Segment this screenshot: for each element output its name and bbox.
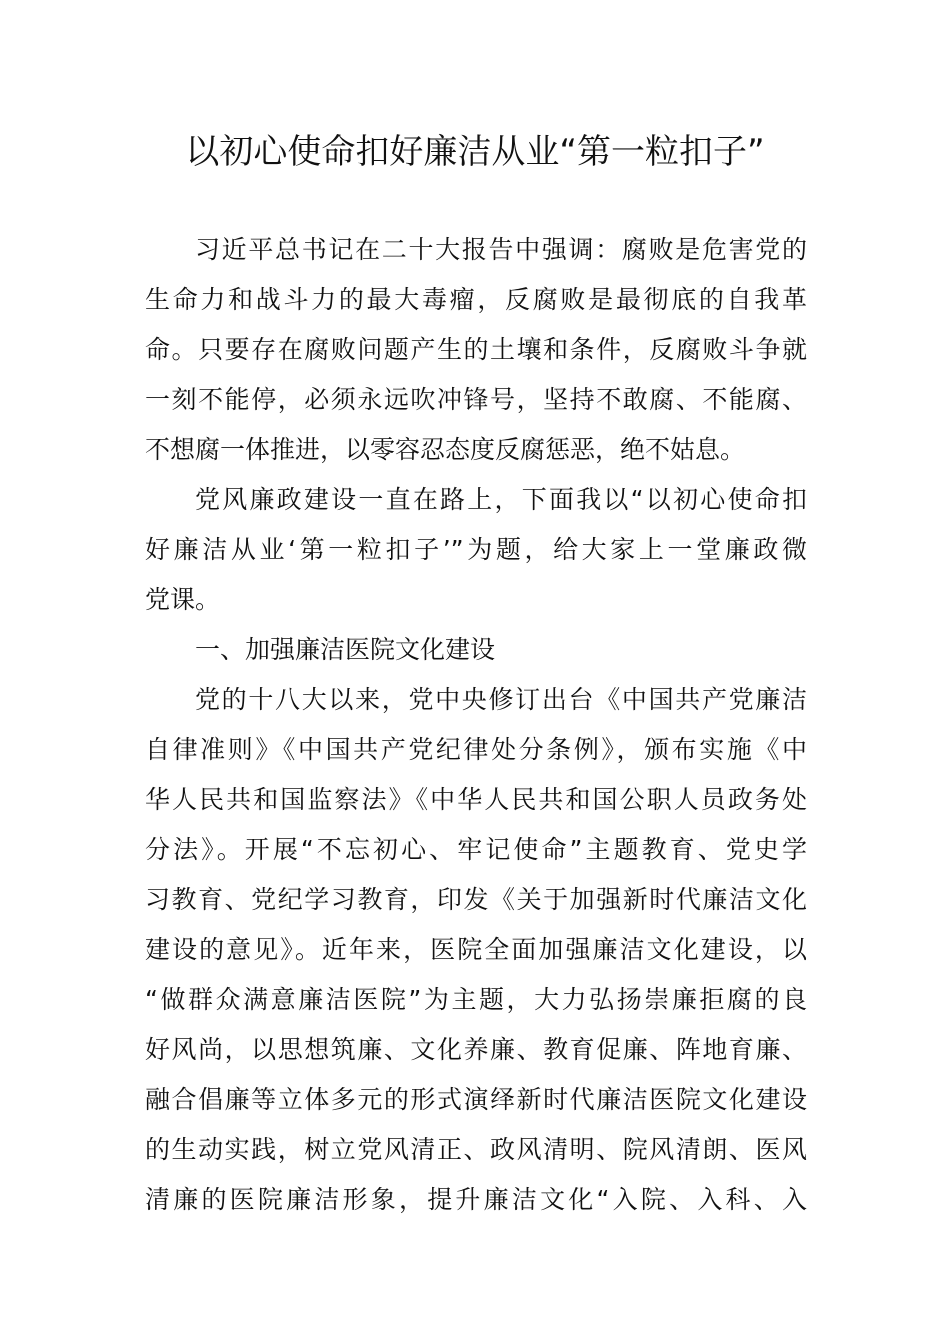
- paragraph-line: “做群众满意廉洁医院”为主题，大力弘扬崇廉拒腐的良: [145, 985, 807, 1014]
- paragraph-line: 党课。: [145, 585, 221, 614]
- paragraph-line: 不想腐一体推进，以零容忍态度反腐惩恶，绝不姑息。: [145, 435, 746, 464]
- paragraph-line: 党风廉政建设一直在路上，下面我以“以初心使命扣: [195, 485, 807, 514]
- paragraph-line: 分法》。开展“不忘初心、牢记使命”主题教育、党史学: [145, 835, 807, 864]
- paragraph-line: 命。只要存在腐败问题产生的土壤和条件，反腐败斗争就: [145, 335, 807, 364]
- paragraph-line: 好风尚，以思想筑廉、文化养廉、教育促廉、阵地育廉、: [145, 1035, 807, 1064]
- document-title: 以初心使命扣好廉洁从业“第一粒扣子”: [185, 132, 765, 172]
- paragraph-line: 融合倡廉等立体多元的形式演绎新时代廉洁医院文化建设: [145, 1085, 807, 1114]
- paragraph-line: 党的十八大以来，党中央修订出台《中国共产党廉洁: [195, 685, 807, 714]
- paragraph-line: 习教育、党纪学习教育，印发《关于加强新时代廉洁文化: [145, 885, 807, 914]
- paragraph-line: 习近平总书记在二十大报告中强调：腐败是危害党的: [195, 235, 807, 264]
- section-heading: 一、加强廉洁医院文化建设: [195, 635, 496, 664]
- paragraph-line: 一刻不能停，必须永远吹冲锋号，坚持不敢腐、不能腐、: [145, 385, 807, 414]
- paragraph-line: 好廉洁从业‘第一粒扣子’”为题，给大家上一堂廉政微: [145, 535, 807, 564]
- paragraph-line: 清廉的医院廉洁形象，提升廉洁文化“入院、入科、入: [145, 1185, 807, 1214]
- paragraph-line: 生命力和战斗力的最大毒瘤，反腐败是最彻底的自我革: [145, 285, 807, 314]
- paragraph-line: 建设的意见》。近年来，医院全面加强廉洁文化建设，以: [145, 935, 807, 964]
- paragraph-line: 的生动实践，树立党风清正、政风清明、院风清朗、医风: [145, 1135, 807, 1164]
- paragraph-line: 华人民共和国监察法》《中华人民共和国公职人员政务处: [145, 785, 807, 814]
- paragraph-line: 自律准则》《中国共产党纪律处分条例》，颁布实施《中: [145, 735, 807, 764]
